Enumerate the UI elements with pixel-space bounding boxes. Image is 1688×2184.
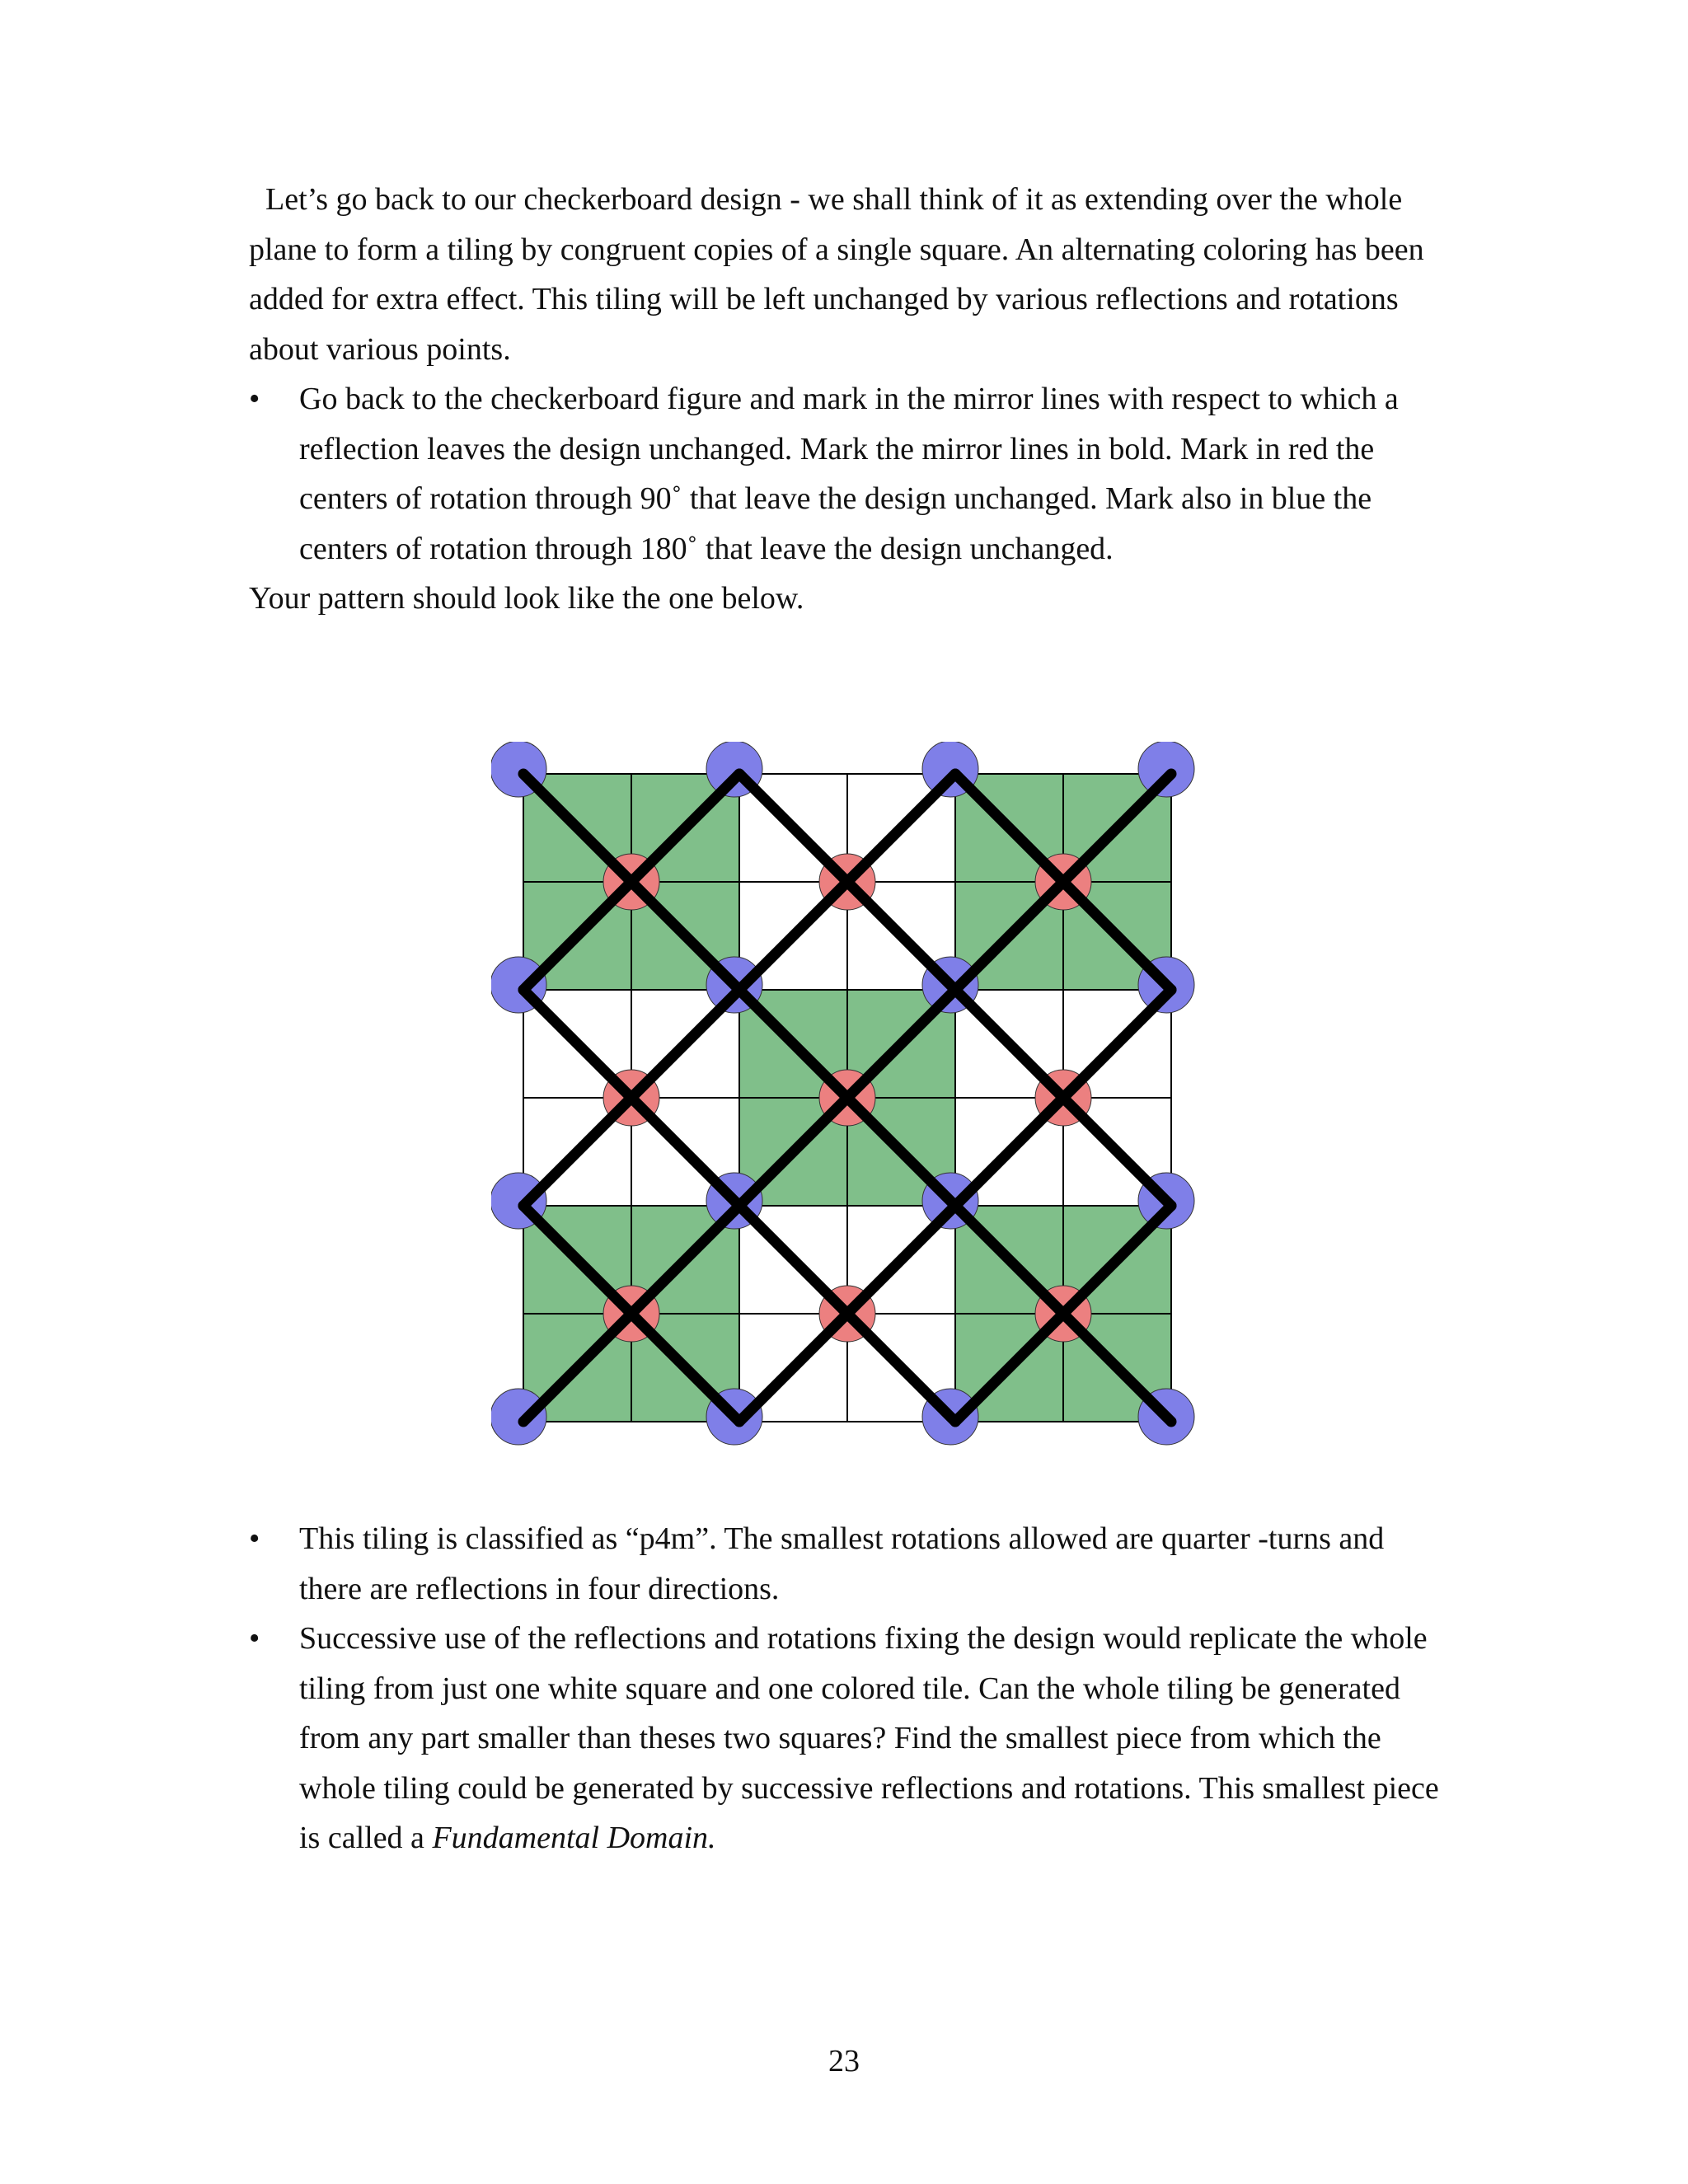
rotation-center-180 <box>1138 742 1194 797</box>
rotation-center-180 <box>491 1389 546 1445</box>
task-bullet <box>249 374 1452 574</box>
bullet-marker: • <box>249 1621 260 1656</box>
bullet-marker: • <box>249 1521 260 1556</box>
fundamental-domain-bullet <box>249 1614 1452 1863</box>
fundamental-domain-text: Successive use of the reflections and rotations fixing the design would replicate the whole tiling from just one white square and one colored tile. Can the whole tiling be generated from any part smaller than theses two squares? Find the smallest piece from which the whole tiling could be generated by successive reflections and rotations. This smallest piece is called a <box>299 1621 1439 1855</box>
pattern-note: Your pattern should look like the one below. <box>249 581 804 616</box>
page-number: 23 <box>828 2044 860 2079</box>
classification-bullet <box>249 1514 1452 1614</box>
task-bullet-text: Go back to the checkerboard figure and mark in the mirror lines with respect to which a reflection leaves the design unchanged. Mark the mirror lines in bold. Mark in red the centers of rotation through 90˚ that leave the design unchanged. Mark also in blue the centers of rotation through 180˚ that leave the design unchanged. <box>299 382 1399 566</box>
p4m-tiling-figure <box>491 742 1217 1467</box>
fundamental-domain-term: Fundamental Domain. <box>432 1821 716 1855</box>
lower-bullets <box>249 1514 1452 1863</box>
intro-paragraph <box>249 175 1452 624</box>
classification-text: This tiling is classified as “p4m”. The smallest rotations allowed are quarter -turns and there are reflections in four directions. <box>299 1521 1385 1606</box>
bullet-marker: • <box>249 382 260 416</box>
intro-text: Let’s go back to our checkerboard design - we shall think of it as extending over the whole plane to form a tiling by congruent copies of a single square. An alternating coloring has been added for extra effect. This tiling will be left unchanged by various reflections and rotations about various points. <box>249 182 1424 367</box>
